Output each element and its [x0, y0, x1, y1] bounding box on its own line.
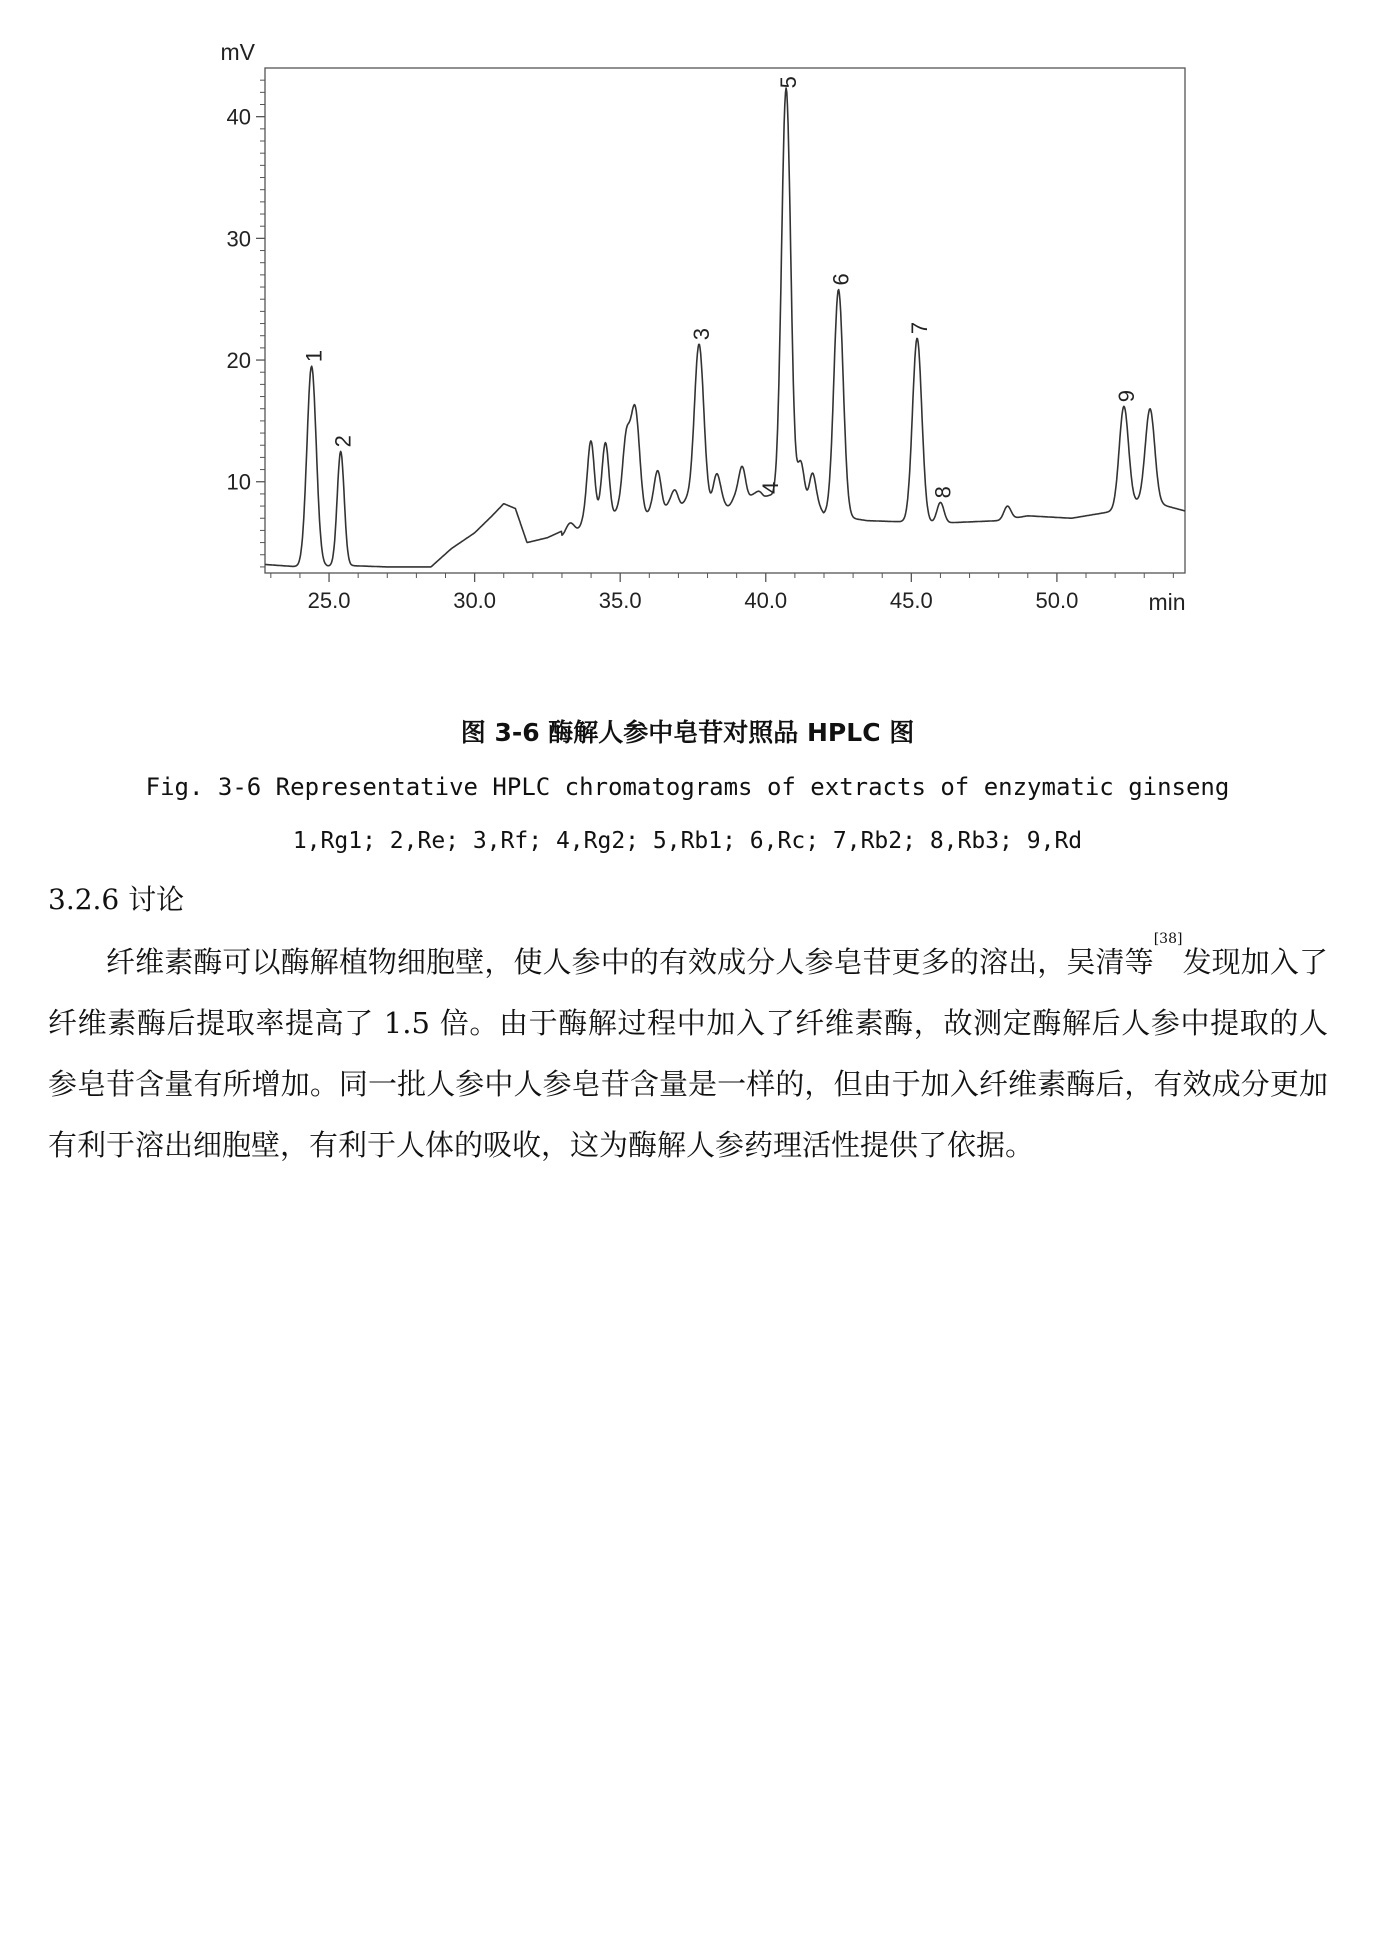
y-tick-label: 10: [226, 469, 251, 495]
paragraph-text-part-2: 发现加入了纤维素酶后提取率提高了 1.5 倍。由于酶解过程中加入了纤维素酶，故测定酶解后人参中提取的人参皂苷含量有所增加。同一批人参中人参皂苷含量是一样的，但由于加入纤维素酶后，有效成分更加有利于溶出细胞壁，有利于人体的吸收，这为酶解人参药理活性提供了依据。: [48, 945, 1328, 1162]
chromatogram-svg: [200, 40, 1220, 640]
peak-label-2: 2: [330, 435, 356, 448]
citation-reference: [38]: [1153, 931, 1183, 947]
figure-peak-legend: 1,Rg1; 2,Re; 3,Rf; 4,Rg2; 5,Rb1; 6,Rc; 7,Rb2; 8,Rb3; 9,Rd: [292, 828, 1083, 854]
discussion-paragraph: [48, 932, 1328, 1176]
peak-label-3: 3: [688, 327, 714, 341]
peak-label-5: 5: [776, 76, 802, 89]
x-axis-label: min: [1148, 589, 1186, 615]
peak-label-8: 8: [930, 486, 956, 499]
chromatogram-trace: [265, 88, 1185, 567]
x-tick-label: 25.0: [307, 588, 351, 613]
x-tick-label: 40.0: [744, 588, 788, 613]
peak-label-4: 4: [757, 481, 783, 494]
y-tick-label: 20: [226, 348, 251, 374]
hplc-chromatogram: [200, 40, 1220, 640]
peak-label-9: 9: [1113, 390, 1139, 403]
x-tick-label: 35.0: [598, 588, 642, 613]
paragraph-text-part-1: 纤维素酶可以酶解植物细胞壁，使人参中的有效成分人参皂苷更多的溶出，吴清等: [106, 945, 1154, 979]
y-axis-label: mV: [220, 40, 255, 65]
y-tick-label: 40: [226, 104, 251, 130]
y-tick-label: 30: [226, 226, 251, 252]
peak-label-6: 6: [828, 273, 854, 286]
figure-caption-chinese: 图 3-6 酶解人参中皂苷对照品 HPLC 图: [460, 718, 915, 747]
plot-frame: [265, 68, 1185, 573]
section-heading: 3.2.6 讨论: [48, 883, 185, 916]
x-tick-label: 30.0: [453, 588, 497, 613]
x-tick-label: 45.0: [889, 588, 933, 613]
figure-caption-english: Fig. 3-6 Representative HPLC chromatograms of extracts of enzymatic ginseng: [145, 773, 1230, 801]
x-tick-label: 50.0: [1035, 588, 1079, 613]
peak-label-1: 1: [301, 349, 327, 363]
peak-label-7: 7: [907, 321, 933, 335]
